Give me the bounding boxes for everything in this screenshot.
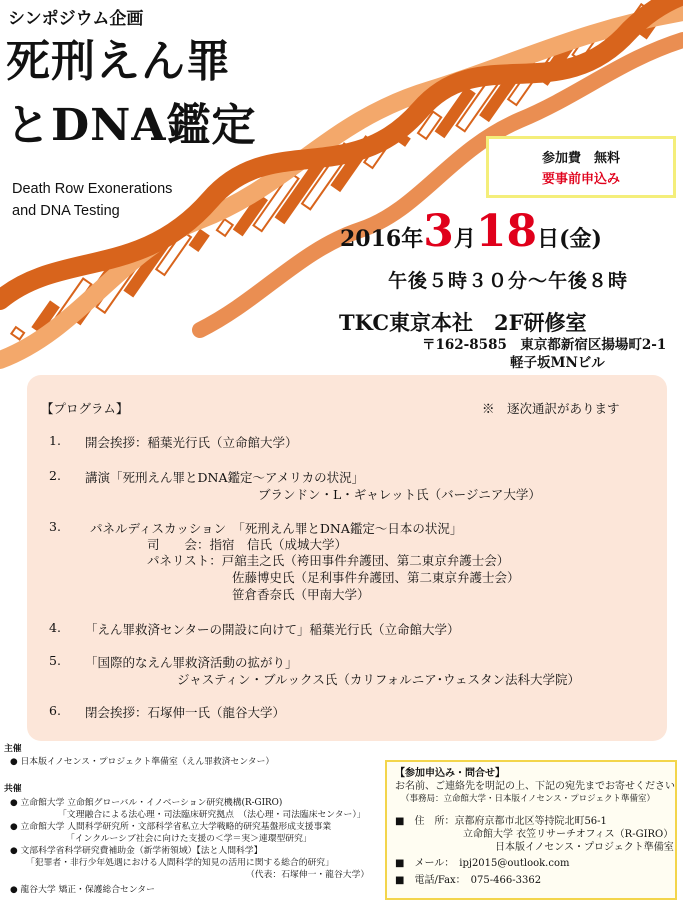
program-item-line: パネリスト：戸舘圭之氏（袴田事件弁護団、第二東京弁護士会）	[147, 553, 510, 568]
english-subtitle-line2: and DNA Testing	[12, 203, 120, 219]
program-item-num: 1.	[49, 433, 61, 448]
date-day-unit: 日	[537, 226, 560, 252]
program-item-num: 4.	[49, 620, 61, 635]
page-title-line1: 死刑えん罪	[6, 36, 231, 87]
cohost-label: 共催	[4, 784, 22, 794]
cohost-line: ● 立命館大学 人間科学研究所・文部科学省私立大学戦略的研究基盤形成支援事業	[10, 822, 332, 832]
program-item-line: ジャスティン・ブルックス氏（カリフォルニア･ウェスタン法科大学院）	[177, 672, 581, 687]
interpretation-note: ※ 逐次通訳があります	[482, 401, 620, 416]
program-item-line: パネルディスカッション 「死刑えん罪とDNA鑑定～日本の状況」	[90, 521, 463, 536]
contact-instruction: お名前、ご連絡先を明記の上、下記の宛先までお寄せください	[395, 781, 675, 792]
venue-address-line2: 軽子坂MNビル	[510, 355, 605, 371]
english-subtitle-line1: Death Row Exonerations	[12, 181, 173, 197]
date-month: 3	[423, 206, 454, 257]
cohost-line: 「インクルーシブ社会に向けた支援の＜学＝実＞連環型研究」	[66, 834, 312, 844]
fee-free-label: 参加費 無料	[541, 151, 620, 166]
contact-address: ■ 住 所：京都府京都市北区等持院北町56-1	[395, 816, 607, 827]
program-item-num: 2.	[49, 468, 61, 483]
program-item-line: 講演「死刑えん罪とDNA鑑定～アメリカの状況」	[85, 470, 365, 485]
contact-office: （事務局：立命館大学・日本版イノセンス・プロジェクト準備室）	[401, 794, 655, 804]
cohost-line: 「文理融合による法心理・司法臨床研究拠点 （法心理・司法臨床センター）」	[58, 810, 366, 820]
host-label: 主催	[4, 744, 22, 754]
contact-address-line3: 日本版イノセンス・プロジェクト準備室	[495, 842, 674, 853]
program-item-line: ブランドン・L・ギャレット氏（バージニア大学）	[258, 487, 541, 502]
contact-address-line2: 立命館大学 衣笠リサーチオフィス（R-GIRO）	[463, 829, 674, 840]
cohost-line: ● 立命館大学 立命館グローバル・イノベーション研究機構(R-GIRO)	[10, 798, 283, 808]
contact-email[interactable]: ■ メール： ipj2015@outlook.com	[395, 858, 570, 869]
program-item-num: 6.	[49, 703, 61, 718]
contact-box	[385, 760, 677, 900]
cohost-line: ● 文部科学省科学研究費補助金（新学術領域）【法と人間科学】	[10, 846, 263, 856]
date-weekday: (金)	[559, 226, 602, 252]
program-item-line: 開会挨拶：稲葉光行氏（立命館大学）	[85, 435, 298, 450]
contact-heading: 【参加申込み・問合せ】	[395, 768, 505, 779]
dna-rung	[190, 230, 209, 250]
program-item-num: 5.	[49, 653, 61, 668]
event-venue: TKC東京本社 2F研修室	[339, 310, 587, 335]
event-date	[340, 206, 602, 257]
dna-rung	[11, 327, 24, 339]
host-name: ● 日本版イノセンス・プロジェクト準備室（えん罪救済センター）	[10, 757, 275, 767]
cohost-line: ● 龍谷大学 矯正・保護総合センター	[10, 885, 155, 895]
program-box	[27, 375, 667, 741]
event-kicker: シンポジウム企画	[8, 9, 144, 29]
program-item-line: 「えん罪救済センターの開設に向けて」稲葉光行氏（立命館大学）	[85, 622, 460, 637]
fee-box	[486, 136, 676, 198]
cohost-line: 「犯罪者・非行少年処遇における人間科学的知見の活用に関する総合的研究」	[26, 858, 334, 868]
cohost-line: （代表：石塚伸一・龍谷大学）	[246, 870, 370, 880]
date-year: 2016年	[340, 226, 424, 252]
dna-rung	[217, 219, 233, 236]
program-item-line: 「国際的なえん罪救済活動の拡がり」	[85, 655, 298, 670]
contact-phone: ■ 電話/Fax： 075-466-3362	[395, 875, 542, 886]
date-month-unit: 月	[453, 226, 476, 252]
program-item-line: 閉会挨拶：石塚伸一氏（龍谷大学）	[85, 705, 286, 720]
venue-address-line1: 〒162-8585 東京都新宿区揚場町2-1	[422, 337, 667, 353]
program-item-line: 笹倉香奈氏（甲南大学）	[232, 587, 370, 602]
date-day: 18	[475, 206, 538, 257]
program-item-line: 司 会：指宿 信氏（成城大学）	[147, 537, 348, 552]
program-item-line: 佐藤博史氏（足利事件弁護団、第二東京弁護士会）	[232, 570, 520, 585]
page-title-line2: とDNA鑑定	[6, 100, 257, 151]
program-heading: 【プログラム】	[41, 401, 129, 416]
registration-required-label: 要事前申込み	[541, 172, 620, 187]
program-item-num: 3.	[49, 519, 61, 534]
event-time: 午後５時３０分～午後８時	[388, 270, 629, 292]
